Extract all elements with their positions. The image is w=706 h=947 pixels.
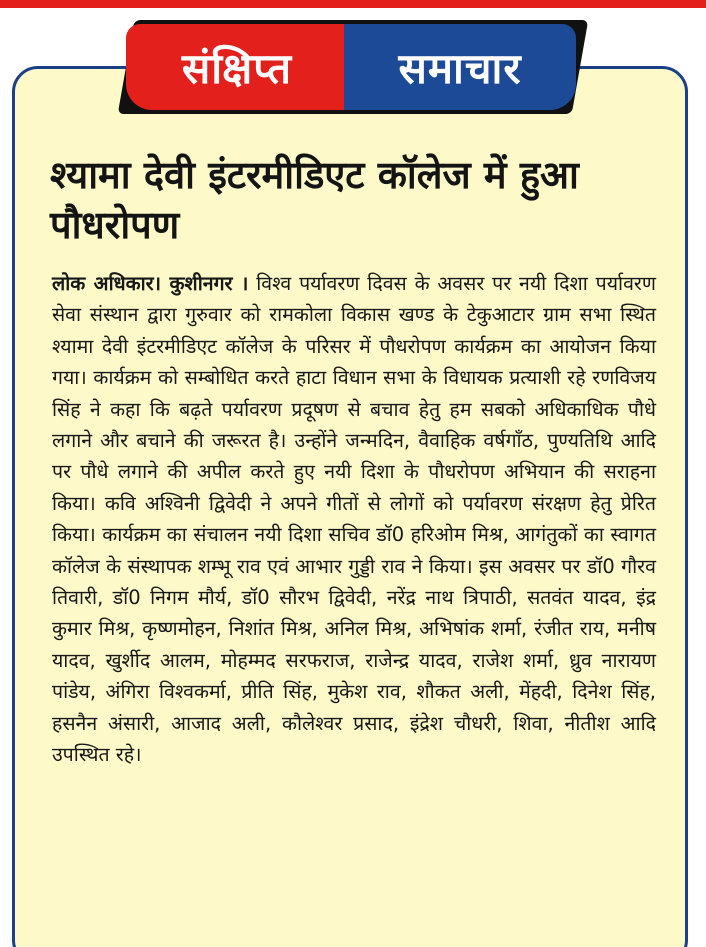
- banner-left-word: संक्षिप्त: [181, 43, 293, 93]
- banner-right-word: समाचार: [398, 43, 522, 93]
- article-body-text: विश्व पर्यावरण दिवस के अवसर पर नयी दिशा पर्यावरण सेवा संस्थान द्वारा गुरुवार को रामकोला विकास खण्ड के टेकुआटार ग्राम सभा स्थित श्यामा देवी इंटरमीडिएट कॉलेज के परिसर में पौधरोपण कार्यक्रम का आयोजन किया गया। कार्यक्रम को सम्बोधित करते हाटा विधान सभा के विधायक प्रत्याशी रहे रणविजय सिंह ने कहा कि बढ़ते पर्यावरण प्रदूषण से बचाव हेतु हम सबको अधिकाधिक पौधे लगाने और बचाने की जरूरत है। उन्होंने जन्मदिन, वैवाहिक वर्षगाँठ, पुण्यतिथि आदि पर पौधे लगाने की अपील करते हुए नयी दिशा के पौधरोपण अभियान की सराहना किया। कवि अश्विनी द्विवेदी ने अपने गीतों से लोगों को पर्यावरण संरक्षण हेतु प्रेरित किया। कार्यक्रम का संचालन नयी दिशा सचिव डॉ0 हरिओम मिश्र, आगंतुकों का स्वागत कॉलेज के संस्थापक शम्भू राव एवं आभार गुड्डी राव ने किया। इस अवसर पर डॉ0 गौरव तिवारी, डॉ0 निगम मौर्य, डॉ0 सौरभ द्विवेदी, नरेंद्र नाथ त्रिपाठी, सतवंत यादव, इंद्र कुमार मिश्र, कृष्णमोहन, निशांत मिश्र, अनिल मिश्र, अभिषांक शर्मा, रंजीत राय, मनीष यादव, खुर्शीद आलम, मोहम्मद सरफराज, राजेन्द्र यादव, राजेश शर्मा, ध्रुव नारायण पांडेय, अंगिरा विश्वकर्मा, प्रीति सिंह, मुकेश राव, शौकत अली, मेंहदी, दिनेश सिंह, हसनैन अंसारी, आजाद अली, कौलेश्वर प्रसाद, इंद्रेश चौधरी, शिवा, नीतीश आदि उपस्थित रहे।: [52, 272, 656, 767]
- article-headline: श्यामा देवी इंटरमीडिएट कॉलेज में हुआ पौधरोपण: [50, 153, 579, 247]
- banner-left-panel: [126, 24, 348, 110]
- top-red-strip: [0, 0, 706, 8]
- article-dateline: लोक अधिकार। कुशीनगर ।: [52, 272, 249, 295]
- banner-right-panel: [344, 24, 576, 110]
- article-body: [52, 268, 656, 771]
